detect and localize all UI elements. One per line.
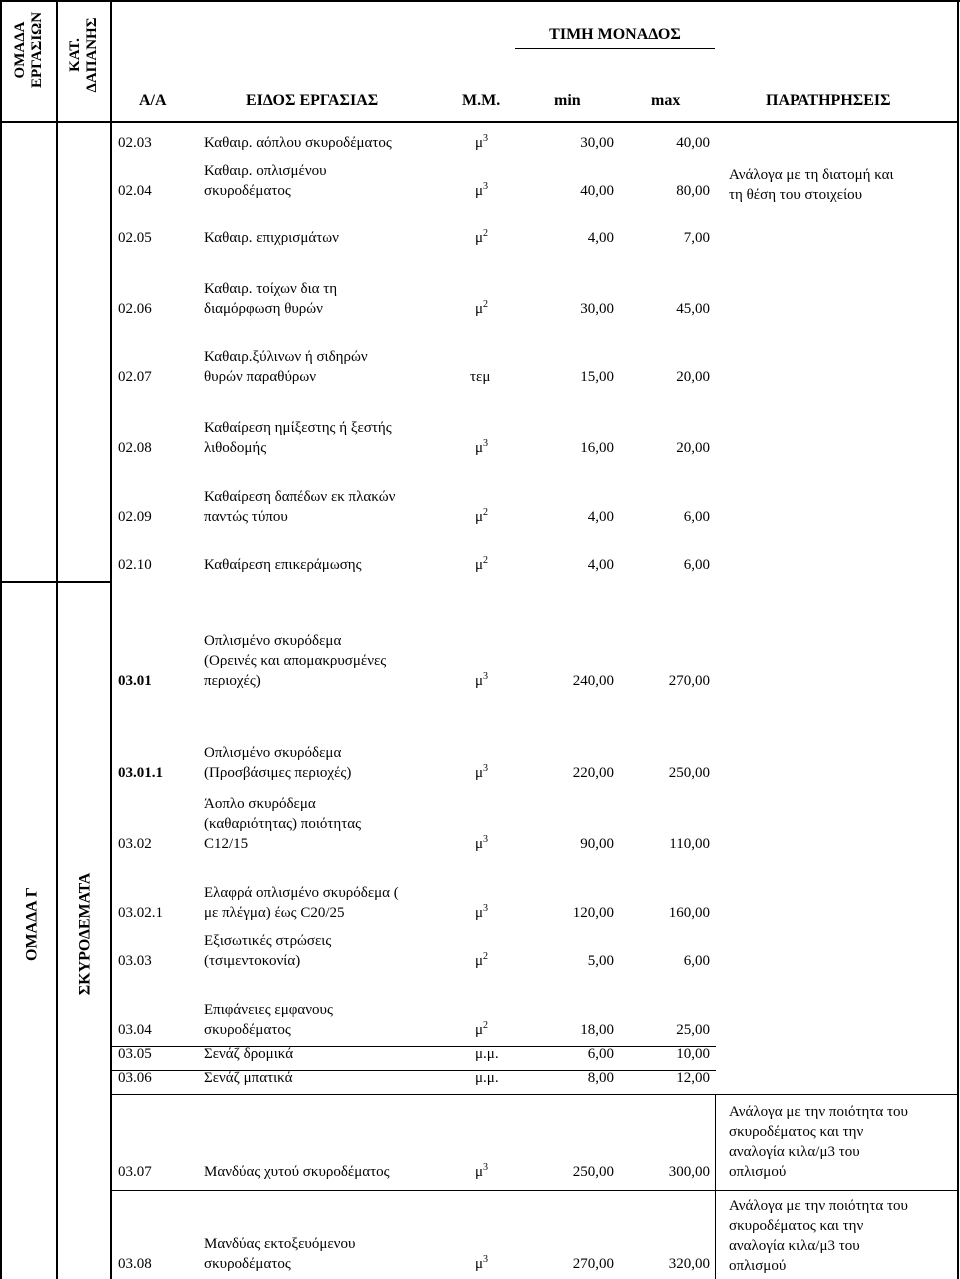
row-description: Άοπλο σκυρόδεμα <box>204 796 316 812</box>
row-min-price: 30,00 <box>580 301 614 317</box>
row-code: 02.09 <box>118 509 152 525</box>
row-unit-exponent: 3 <box>483 834 489 845</box>
row-max-price: 80,00 <box>676 183 710 199</box>
row-max-price: 6,00 <box>683 557 710 573</box>
row-min-price: 250,00 <box>572 1164 614 1180</box>
row-unit-text: μ <box>475 673 484 689</box>
header-col-notes: ΠΑΡΑΤΗΡΗΣΕΙΣ <box>766 92 891 109</box>
row-code: 02.10 <box>118 557 152 573</box>
row-unit <box>475 228 488 248</box>
row-description: C12/15 <box>204 836 249 852</box>
header-col-unit: Μ.Μ. <box>462 92 501 109</box>
row-description: (καθαριότητας) ποιότητας <box>204 816 362 832</box>
row-notes: Ανάλογα με τη διατομή και <box>729 167 894 183</box>
row-unit <box>475 903 488 923</box>
row-description: Καθαίρεση επικεράμωσης <box>204 557 362 573</box>
row-code: 03.04 <box>118 1022 152 1038</box>
row-code: 02.04 <box>118 183 152 199</box>
row-min-price: 18,00 <box>580 1022 614 1038</box>
header-category-label <box>67 17 101 92</box>
group-c-label: ΟΜΑΔΑ Γ <box>23 887 41 961</box>
header-unit-price: ΤΙΜΗ ΜΟΝΑΔΟΣ <box>549 26 681 43</box>
row-description: Καθαιρ. τοίχων δια τη <box>204 281 338 297</box>
row-description: (τσιμεντοκονία) <box>204 953 301 969</box>
row-max-price: 250,00 <box>668 765 710 781</box>
row-max-price: 270,00 <box>668 673 710 689</box>
row-max-price: 160,00 <box>668 905 710 921</box>
row-unit-exponent: 3 <box>483 181 489 192</box>
row-unit-text: μ <box>475 509 484 525</box>
row-min-price: 5,00 <box>587 953 614 969</box>
row-unit-text: μ <box>475 135 484 151</box>
row-unit-text: τεμ <box>470 369 491 385</box>
row-code: 03.07 <box>118 1164 152 1180</box>
row-description: σκυροδέματος <box>204 1256 291 1272</box>
row-description: παντώς τύπου <box>204 509 288 525</box>
row-code: 02.08 <box>118 440 152 456</box>
row-description: Καθαίρεση δαπέδων εκ πλακών <box>204 489 396 505</box>
column-divider-main <box>110 0 112 1279</box>
row-unit-exponent: 3 <box>483 133 489 144</box>
row-unit-exponent: 3 <box>483 1254 489 1265</box>
row-min-price: 4,00 <box>587 557 614 573</box>
header-col-work: ΕΙΔΟΣ ΕΡΓΑΣΙΑΣ <box>246 92 379 109</box>
row-description: λιθοδομής <box>204 440 267 456</box>
row-code: 02.06 <box>118 301 152 317</box>
row-min-price: 40,00 <box>580 183 614 199</box>
row-unit-text: μ <box>475 1256 484 1272</box>
row-description: Καθαιρ.ξύλινων ή σιδηρών <box>204 349 368 365</box>
row-unit <box>475 1162 488 1182</box>
row-description: περιοχές) <box>204 673 261 689</box>
row-unit-text: μ <box>475 1022 484 1038</box>
row-unit <box>475 1254 488 1274</box>
row-unit-exponent: 2 <box>483 951 489 962</box>
row-unit <box>475 1044 499 1064</box>
row-description: Εξισωτικές στρώσεις <box>204 933 332 949</box>
row-notes: αναλογία κιλα/μ3 του <box>729 1238 860 1254</box>
row-unit-exponent: 2 <box>483 299 489 310</box>
row-max-price: 110,00 <box>669 836 710 852</box>
header-col-min: min <box>554 92 581 109</box>
row-description: Καθαιρ. οπλισμένου <box>204 163 327 179</box>
notes-divider-line <box>715 1094 716 1279</box>
row-description: με πλέγμα) έως C20/25 <box>204 905 345 921</box>
row-unit <box>475 181 488 201</box>
row-unit-exponent: 3 <box>483 438 489 449</box>
table-border-left <box>0 0 2 1279</box>
row-min-price: 6,00 <box>587 1046 614 1062</box>
row-unit-exponent: 2 <box>483 555 489 566</box>
row-unit <box>475 507 488 527</box>
row-description: σκυροδέματος <box>204 1022 291 1038</box>
row-unit-exponent: 3 <box>483 671 489 682</box>
row-description: (Ορεινές και απομακρυσμένες <box>204 653 387 669</box>
row-notes: οπλισμού <box>729 1164 787 1180</box>
row-unit-text: μ <box>475 836 484 852</box>
row-unit-exponent: 2 <box>483 228 489 239</box>
row-description: Οπλισμένο σκυρόδεμα <box>204 633 342 649</box>
row-min-price: 120,00 <box>572 905 614 921</box>
row-description: Μανδύας εκτοξευόμενου <box>204 1236 356 1252</box>
row-notes: τη θέση του στοιχείου <box>729 187 863 203</box>
header-group-word: ΟΜΑΔΑ <box>12 21 28 79</box>
row-code: 03.01.1 <box>118 765 163 781</box>
row-description: Καθαίρεση ημίξεστης ή ξεστής <box>204 420 392 436</box>
row-unit-exponent: 3 <box>483 763 489 774</box>
row-unit-text: μ.μ. <box>475 1046 499 1062</box>
row-unit-exponent: 2 <box>483 507 489 518</box>
row-max-price: 40,00 <box>676 135 710 151</box>
header-category-word: ΔΑΠΑΝΗΣ <box>84 17 100 93</box>
row-notes: σκυροδέματος και την <box>729 1218 864 1234</box>
row-description: σκυροδέματος <box>204 183 291 199</box>
row-line-0306 <box>110 1094 958 1095</box>
header-group-word: ΕΡΓΑΣΙΩΝ <box>29 11 45 89</box>
row-description: Οπλισμένο σκυρόδεμα <box>204 745 342 761</box>
row-description: Ελαφρά οπλισμένο σκυρόδεμα ( <box>204 885 399 901</box>
row-min-price: 16,00 <box>580 440 614 456</box>
row-max-price: 6,00 <box>683 953 710 969</box>
row-notes: Ανάλογα με την ποιότητα του <box>729 1104 908 1120</box>
row-max-price: 12,00 <box>676 1070 710 1086</box>
row-unit-text: μ.μ. <box>475 1070 499 1086</box>
row-unit-exponent: 3 <box>483 1162 489 1173</box>
header-bottom-line <box>0 121 959 123</box>
row-max-price: 320,00 <box>668 1256 710 1272</box>
row-unit-text: μ <box>475 1164 484 1180</box>
row-description: Σενάζ δρομικά <box>204 1046 294 1062</box>
row-unit <box>475 671 488 691</box>
row-notes: Ανάλογα με την ποιότητα του <box>729 1198 908 1214</box>
table-border-top <box>0 0 960 2</box>
row-min-price: 240,00 <box>572 673 614 689</box>
row-description: Σενάζ μπατικά <box>204 1070 293 1086</box>
header-col-aa: Α/Α <box>139 92 167 109</box>
row-max-price: 300,00 <box>668 1164 710 1180</box>
row-description: θυρών παραθύρων <box>204 369 317 385</box>
row-min-price: 220,00 <box>572 765 614 781</box>
row-unit <box>475 1020 488 1040</box>
row-max-price: 10,00 <box>676 1046 710 1062</box>
header-group-label <box>12 12 46 88</box>
row-description: Επιφάνειες εμφανους <box>204 1002 333 1018</box>
row-unit <box>475 299 488 319</box>
row-max-price: 45,00 <box>676 301 710 317</box>
header-col-max: max <box>651 92 681 109</box>
row-code: 02.05 <box>118 230 152 246</box>
row-unit <box>470 367 490 387</box>
row-max-price: 20,00 <box>676 440 710 456</box>
row-description: Καθαιρ. αόπλου σκυροδέματος <box>204 135 392 151</box>
row-unit-text: μ <box>475 183 484 199</box>
column-divider-category <box>56 0 58 1279</box>
row-max-price: 6,00 <box>683 509 710 525</box>
row-min-price: 4,00 <box>587 230 614 246</box>
row-code: 03.08 <box>118 1256 152 1272</box>
row-unit-exponent: 2 <box>483 1020 489 1031</box>
row-max-price: 25,00 <box>676 1022 710 1038</box>
row-unit-text: μ <box>475 905 484 921</box>
row-code: 03.03 <box>118 953 152 969</box>
row-line-0307 <box>110 1190 958 1191</box>
row-code: 03.06 <box>118 1070 152 1086</box>
row-unit <box>475 1068 499 1088</box>
row-code: 03.02 <box>118 836 152 852</box>
row-code: 03.05 <box>118 1046 152 1062</box>
row-code: 03.02.1 <box>118 905 163 921</box>
row-max-price: 7,00 <box>683 230 710 246</box>
row-notes: σκυροδέματος και την <box>729 1124 864 1140</box>
row-min-price: 90,00 <box>580 836 614 852</box>
row-description: Μανδύας χυτού σκυροδέματος <box>204 1164 390 1180</box>
row-min-price: 30,00 <box>580 135 614 151</box>
row-unit-exponent: 3 <box>483 903 489 914</box>
row-min-price: 15,00 <box>580 369 614 385</box>
row-code: 02.07 <box>118 369 152 385</box>
row-description: (Προσβάσιμες περιοχές) <box>204 765 352 781</box>
row-unit <box>475 133 488 153</box>
row-unit <box>475 438 488 458</box>
table-border-right <box>957 0 959 1279</box>
row-unit-text: μ <box>475 557 484 573</box>
row-unit <box>475 834 488 854</box>
row-unit-text: μ <box>475 765 484 781</box>
header-category-word: ΚΑΤ. <box>67 38 83 72</box>
row-description: διαμόρφωση θυρών <box>204 301 323 317</box>
row-code: 03.01 <box>118 673 152 689</box>
row-notes: οπλισμού <box>729 1258 787 1274</box>
row-max-price: 20,00 <box>676 369 710 385</box>
row-notes: αναλογία κιλα/μ3 του <box>729 1144 860 1160</box>
row-unit <box>475 763 488 783</box>
group-separator-line <box>0 581 112 583</box>
row-unit <box>475 951 488 971</box>
group-c-category-label: ΣΚΥΡΟΔΕΜΑΤΑ <box>76 872 94 996</box>
row-description: Καθαιρ. επιχρισμάτων <box>204 230 339 246</box>
header-price-line <box>515 48 715 49</box>
row-min-price: 270,00 <box>572 1256 614 1272</box>
row-unit-text: μ <box>475 230 484 246</box>
row-unit-text: μ <box>475 301 484 317</box>
row-min-price: 8,00 <box>587 1070 614 1086</box>
row-unit-text: μ <box>475 953 484 969</box>
row-min-price: 4,00 <box>587 509 614 525</box>
row-unit <box>475 555 488 575</box>
row-unit-text: μ <box>475 440 484 456</box>
row-code: 02.03 <box>118 135 152 151</box>
